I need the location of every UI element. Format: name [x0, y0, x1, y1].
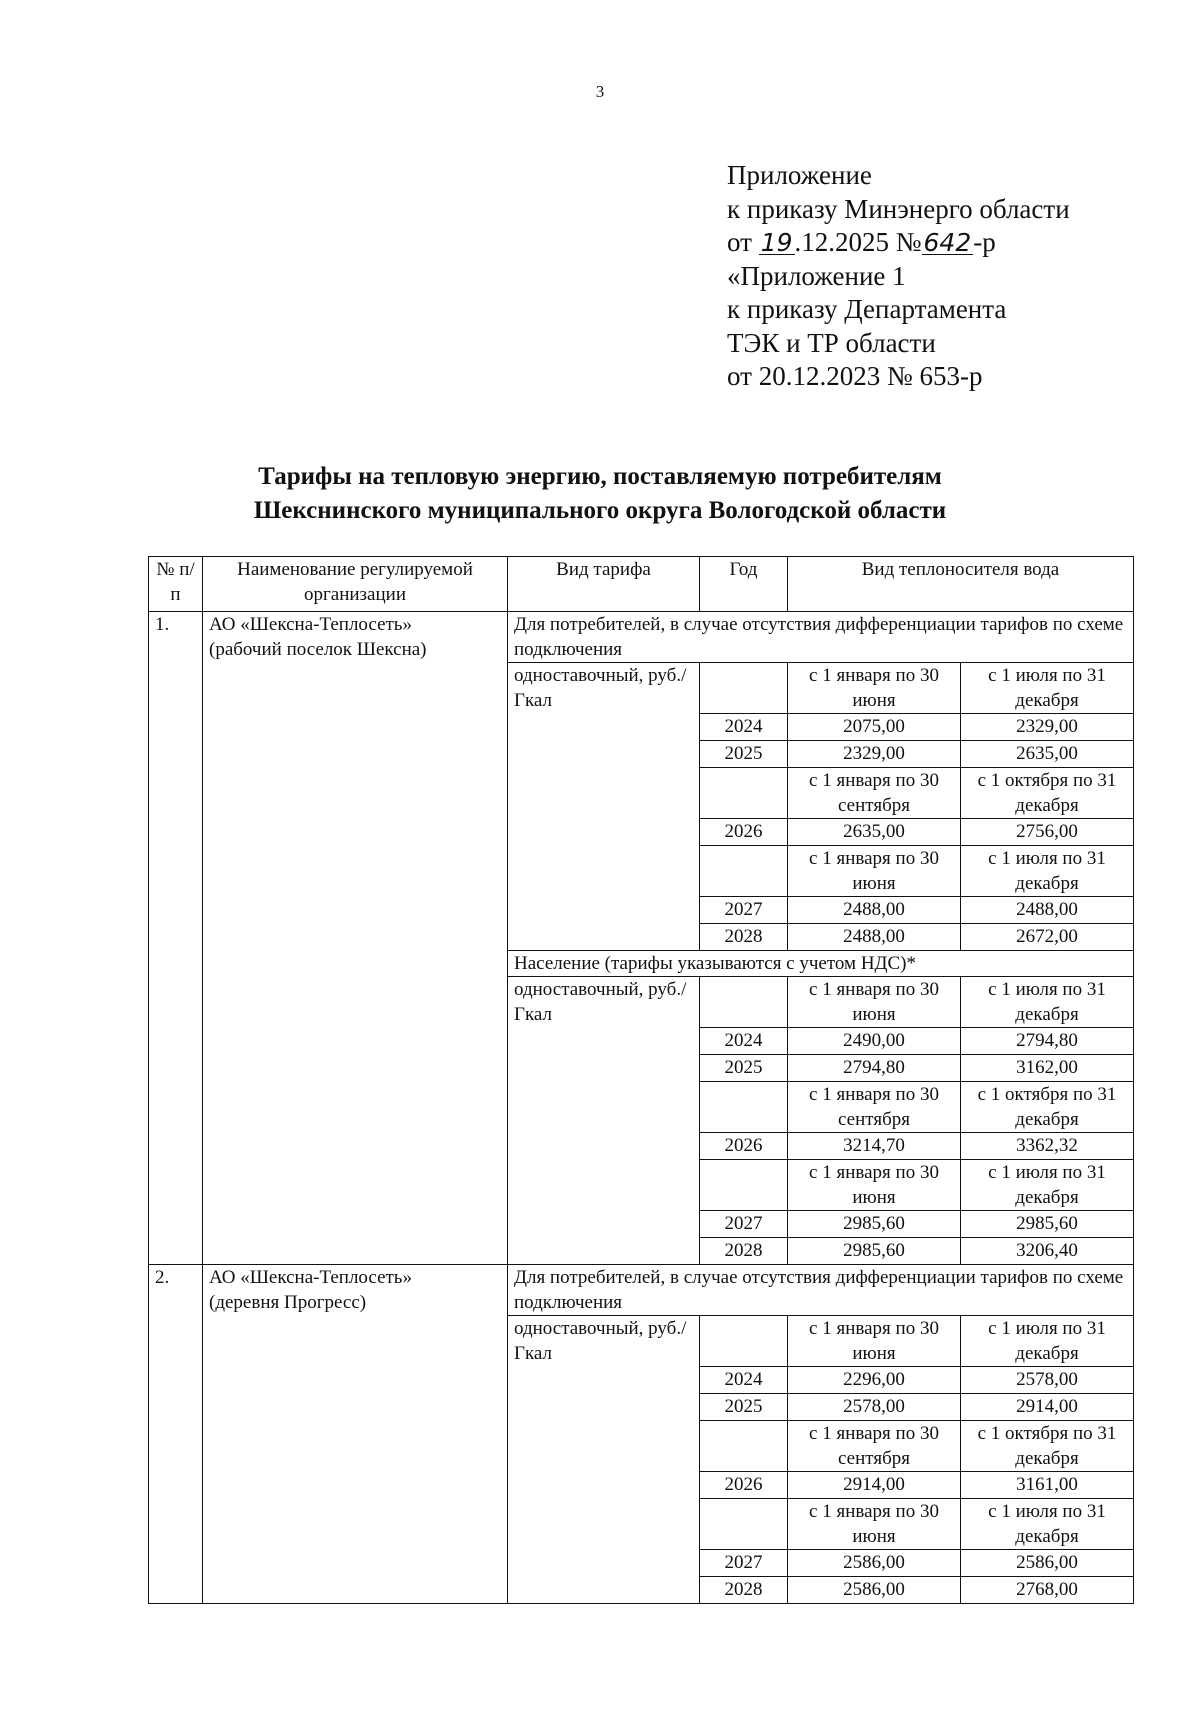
period-1-header: с 1 января по 30 июня	[788, 1160, 961, 1211]
tariff-value-period-2: 2329,00	[961, 714, 1134, 741]
tariff-year: 2027	[700, 1211, 788, 1238]
tariff-value-period-1: 2329,00	[788, 741, 961, 768]
tariff-year: 2026	[700, 1472, 788, 1499]
period-2-header: с 1 июля по 31 декабря	[961, 663, 1134, 714]
appendix-line-1: Приложение	[727, 160, 872, 190]
period-year-blank	[700, 1499, 788, 1550]
tariff-year: 2026	[700, 1133, 788, 1160]
period-year-blank	[700, 663, 788, 714]
order-number-suffix: -р	[973, 227, 996, 257]
appendix-line-5: к приказу Департамента	[727, 294, 1007, 324]
tariff-value-period-1: 2635,00	[788, 819, 961, 846]
tariff-value-period-2: 2488,00	[961, 897, 1134, 924]
tariff-year: 2026	[700, 819, 788, 846]
consumer-group-label: Для потребителей, в случае отсутствия дифференциации тарифов по схеме подключения	[508, 1265, 1134, 1316]
tariff-year: 2028	[700, 1577, 788, 1604]
organization-location: (деревня Прогресс)	[209, 1292, 367, 1313]
period-year-blank	[700, 1160, 788, 1211]
header-heat-carrier: Вид теплоносителя вода	[788, 557, 1134, 612]
tariff-value-period-2: 2914,00	[961, 1394, 1134, 1421]
organization-cell	[203, 612, 508, 1265]
tariff-type: одноставочный, руб./Гкал	[508, 977, 700, 1265]
period-year-blank	[700, 768, 788, 819]
organization-cell	[203, 1265, 508, 1604]
period-1-header: с 1 января по 30 сентября	[788, 1421, 961, 1472]
period-year-blank	[700, 846, 788, 897]
header-number: № п/п	[149, 557, 203, 612]
consumer-group-label: Население (тарифы указываются с учетом НДС)*	[508, 951, 1134, 977]
tariff-value-period-2: 2985,60	[961, 1211, 1134, 1238]
row-number: 2.	[149, 1265, 203, 1604]
tariff-value-period-2: 2578,00	[961, 1367, 1134, 1394]
tariff-value-period-1: 2794,80	[788, 1055, 961, 1082]
header-tariff-type: Вид тарифа	[508, 557, 700, 612]
consumer-group-label: Для потребителей, в случае отсутствия дифференциации тарифов по схеме подключения	[508, 612, 1134, 663]
organization-name: АО «Шексна-Теплосеть»	[209, 1267, 412, 1288]
period-1-header: с 1 января по 30 июня	[788, 663, 961, 714]
tariff-value-period-2: 3162,00	[961, 1055, 1134, 1082]
tariff-value-period-2: 3362,32	[961, 1133, 1134, 1160]
tariff-value-period-1: 2488,00	[788, 924, 961, 951]
group-label-row	[149, 612, 1134, 663]
period-2-header: с 1 июля по 31 декабря	[961, 977, 1134, 1028]
period-2-header: с 1 июля по 31 декабря	[961, 846, 1134, 897]
period-year-blank	[700, 1421, 788, 1472]
handwritten-day: 19	[760, 228, 793, 257]
organization-name: АО «Шексна-Теплосеть»	[209, 614, 412, 635]
group-label-row	[149, 1265, 1134, 1316]
header-organization: Наименование регулируемой организации	[203, 557, 508, 612]
organization-location: (рабочий поселок Шексна)	[209, 639, 427, 660]
appendix-line-4: «Приложение 1	[727, 260, 906, 291]
tariff-year: 2028	[700, 1238, 788, 1265]
period-2-header: с 1 октября по 31 декабря	[961, 1421, 1134, 1472]
tariff-value-period-1: 2490,00	[788, 1028, 961, 1055]
period-1-header: с 1 января по 30 июня	[788, 1499, 961, 1550]
period-1-header: с 1 января по 30 июня	[788, 1316, 961, 1367]
order-date-prefix: от	[727, 227, 752, 257]
tariff-value-period-1: 2488,00	[788, 897, 961, 924]
tariff-type: одноставочный, руб./Гкал	[508, 663, 700, 951]
tariff-value-period-1: 3214,70	[788, 1133, 961, 1160]
period-1-header: с 1 января по 30 июня	[788, 846, 961, 897]
tariffs-table	[148, 556, 1134, 1604]
tariff-value-period-1: 2075,00	[788, 714, 961, 741]
tariff-year: 2027	[700, 897, 788, 924]
period-year-blank	[700, 1316, 788, 1367]
tariff-year: 2028	[700, 924, 788, 951]
tariff-value-period-2: 2768,00	[961, 1577, 1134, 1604]
tariff-year: 2024	[700, 714, 788, 741]
document-title	[0, 460, 1200, 528]
tariff-value-period-1: 2578,00	[788, 1394, 961, 1421]
title-line-1: Тарифы на тепловую энергию, поставляемую потребителям	[258, 463, 942, 490]
table-header-row	[149, 557, 1134, 612]
tariff-value-period-1: 2914,00	[788, 1472, 961, 1499]
period-2-header: с 1 июля по 31 декабря	[961, 1160, 1134, 1211]
period-2-header: с 1 июля по 31 декабря	[961, 1499, 1134, 1550]
period-1-header: с 1 января по 30 июня	[788, 977, 961, 1028]
period-year-blank	[700, 977, 788, 1028]
appendix-block	[727, 159, 1070, 394]
tariff-year: 2025	[700, 741, 788, 768]
tariff-type: одноставочный, руб./Гкал	[508, 1316, 700, 1604]
tariff-value-period-2: 3161,00	[961, 1472, 1134, 1499]
period-2-header: с 1 октября по 31 декабря	[961, 1082, 1134, 1133]
table-body	[149, 612, 1134, 1604]
row-number: 1.	[149, 612, 203, 1265]
period-1-header: с 1 января по 30 сентября	[788, 1082, 961, 1133]
page-number: 3	[595, 82, 605, 101]
tariff-value-period-2: 3206,40	[961, 1238, 1134, 1265]
tariff-value-period-2: 2756,00	[961, 819, 1134, 846]
period-2-header: с 1 июля по 31 декабря	[961, 1316, 1134, 1367]
tariff-year: 2024	[700, 1028, 788, 1055]
period-1-header: с 1 января по 30 сентября	[788, 768, 961, 819]
tariff-year: 2025	[700, 1394, 788, 1421]
order-date-middle: .12.2025 №	[794, 227, 922, 257]
tariff-value-period-1: 2586,00	[788, 1577, 961, 1604]
appendix-line-3	[727, 226, 1070, 260]
appendix-line-2: к приказу Минэнерго области	[727, 193, 1070, 224]
period-2-header: с 1 октября по 31 декабря	[961, 768, 1134, 819]
tariff-value-period-1: 2985,60	[788, 1211, 961, 1238]
tariff-value-period-2: 2635,00	[961, 741, 1134, 768]
appendix-line-7: от 20.12.2023 № 653-р	[727, 361, 983, 391]
handwritten-order-number: 642	[923, 228, 972, 257]
period-year-blank	[700, 1082, 788, 1133]
title-line-2: Шекснинского муниципального округа Вологодской области	[253, 497, 947, 524]
tariff-year: 2024	[700, 1367, 788, 1394]
tariff-value-period-2: 2794,80	[961, 1028, 1134, 1055]
header-year: Год	[700, 557, 788, 612]
tariff-value-period-1: 2296,00	[788, 1367, 961, 1394]
tariff-value-period-2: 2586,00	[961, 1550, 1134, 1577]
tariff-value-period-1: 2586,00	[788, 1550, 961, 1577]
appendix-line-6: ТЭК и ТР области	[727, 327, 936, 358]
tariff-value-period-2: 2672,00	[961, 924, 1134, 951]
tariff-value-period-1: 2985,60	[788, 1238, 961, 1265]
tariff-year: 2027	[700, 1550, 788, 1577]
tariff-year: 2025	[700, 1055, 788, 1082]
